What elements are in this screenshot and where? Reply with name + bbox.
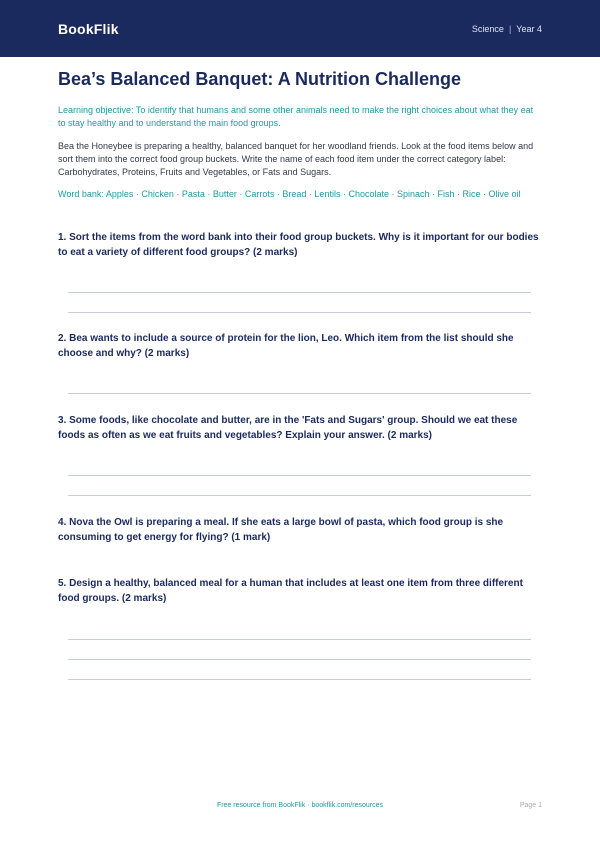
answer-line[interactable] bbox=[68, 679, 531, 680]
page-title: Bea’s Balanced Banquet: A Nutrition Challenge bbox=[58, 69, 462, 89]
answer-line[interactable] bbox=[68, 659, 531, 660]
learning-objective: Learning objective: To identify that humans and some other animals need to make the right choices about what they eat to stay healthy and to understand the main food groups. bbox=[58, 105, 534, 128]
answer-line[interactable] bbox=[68, 495, 531, 496]
answer-line[interactable] bbox=[68, 292, 531, 293]
meta-separator: | bbox=[508, 23, 512, 34]
year-label: Year 4 bbox=[516, 23, 542, 34]
subject-label: Science bbox=[471, 23, 504, 34]
question-5: 5. Design a healthy, balanced meal for a human that includes at least one item from three different food groups. (2 marks) bbox=[58, 578, 523, 604]
page-number: Page 1 bbox=[519, 802, 542, 809]
question-4: 4. Nova the Owl is preparing a meal. If she eats a large bowl of pasta, which food group is she consuming to get energy for flying? (1 mark) bbox=[58, 517, 504, 543]
footer-text: Free resource from BookFlik · bookflik.com/resources bbox=[216, 802, 384, 809]
question-1: 1. Sort the items from the word bank into their food group buckets. Why is it important for our bodies to eat a variety of different food groups? (2 marks) bbox=[58, 232, 539, 258]
answer-line[interactable] bbox=[68, 393, 531, 394]
questions-area bbox=[58, 0, 542, 848]
question-2: 2. Bea wants to include a source of protein for the lion, Leo. Which item from the list should she choose and why? (2 marks) bbox=[58, 333, 514, 359]
intro-paragraph: Bea the Honeybee is preparing a healthy, balanced banquet for her woodland friends. Look at the food items below and sort them into the correct food group buckets. Write the name of each food item under the correct category label: Carbohydrates, Proteins, Fruits and Vegetables, or Fats and Sugars. bbox=[58, 141, 534, 177]
answer-line[interactable] bbox=[68, 475, 531, 476]
question-3: 3. Some foods, like chocolate and butter, are in the 'Fats and Sugars' group. Should we eat these foods as often as we eat fruits and vegetables? Explain your answer. (2 marks) bbox=[58, 415, 518, 441]
answer-line[interactable] bbox=[68, 639, 531, 640]
word-bank: Word bank: Apples · Chicken · Pasta · Butter · Carrots · Bread · Lentils · Chocolate · Spinach · Fish · Rice · Olive oil bbox=[58, 189, 521, 199]
answer-line[interactable] bbox=[68, 312, 531, 313]
brand-logo: BookFlik bbox=[58, 20, 119, 37]
